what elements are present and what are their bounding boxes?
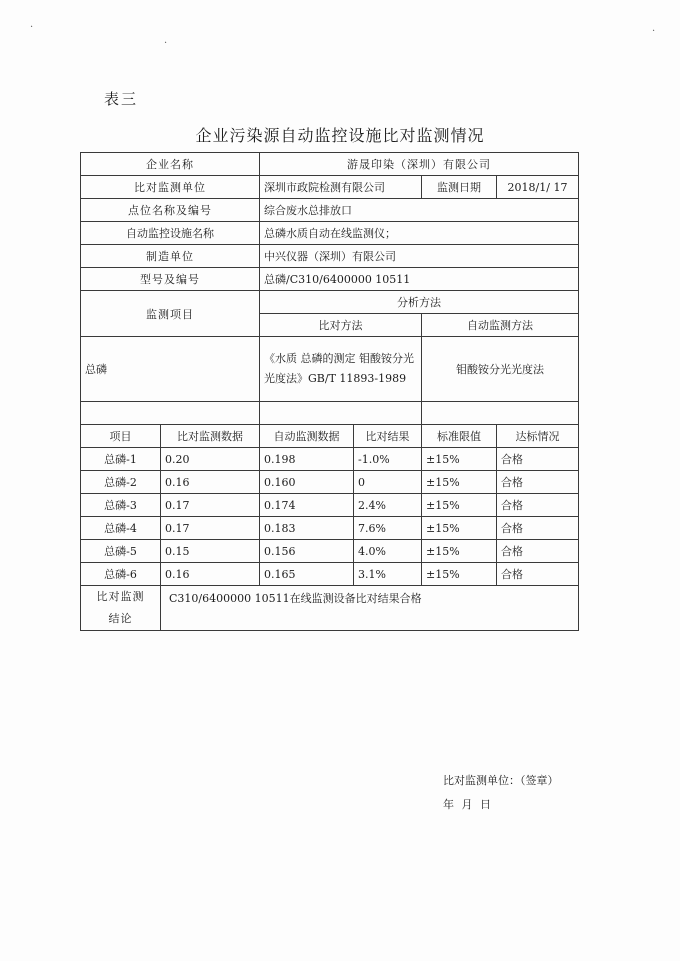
monitor-date-label: 监测日期 xyxy=(422,176,497,199)
conclusion-row xyxy=(81,586,579,631)
results-header-cell: 自动监测数据 xyxy=(260,425,354,448)
point-label: 点位名称及编号 xyxy=(81,199,260,222)
result-deviation: 4.0% xyxy=(354,540,422,563)
results-header-cell: 比对监测数据 xyxy=(161,425,260,448)
model-value: 总磷/C310/6400000 10511 xyxy=(260,268,579,291)
result-limit: ±15% xyxy=(422,563,497,586)
maker-row xyxy=(81,245,579,268)
result-deviation: 3.1% xyxy=(354,563,422,586)
result-status: 合格 xyxy=(497,494,579,517)
table-row xyxy=(81,540,579,563)
conclusion-label-line2: 结论 xyxy=(108,612,133,625)
result-limit: ±15% xyxy=(422,448,497,471)
method-row xyxy=(81,337,579,402)
model-row xyxy=(81,268,579,291)
monitor-date-value: 2018/1/ 17 xyxy=(497,176,579,199)
auto-method-label: 自动监测方法 xyxy=(422,314,579,337)
facility-value: 总磷水质自动在线监测仪； xyxy=(260,222,579,245)
item-label: 监测项目 xyxy=(81,291,260,337)
result-item: 总磷-3 xyxy=(81,494,161,517)
conclusion-text: C310/6400000 10511在线监测设备比对结果合格 xyxy=(169,592,422,605)
compare-method-label: 比对方法 xyxy=(260,314,422,337)
table-row xyxy=(81,563,579,586)
result-auto-value: 0.198 xyxy=(260,448,354,471)
result-item: 总磷-2 xyxy=(81,471,161,494)
result-deviation: 2.4% xyxy=(354,494,422,517)
monitor-unit-label: 比对监测单位 xyxy=(81,176,260,199)
blank-cell xyxy=(260,402,422,425)
result-item: 总磷-5 xyxy=(81,540,161,563)
signature-date: 年 月 日 xyxy=(443,798,493,811)
result-deviation: 7.6% xyxy=(354,517,422,540)
maker-value: 中兴仪器（深圳）有限公司 xyxy=(260,245,579,268)
table-row xyxy=(81,517,579,540)
result-compare-value: 0.20 xyxy=(161,448,260,471)
method-item-name: 总磷 xyxy=(81,337,260,402)
result-item: 总磷-4 xyxy=(81,517,161,540)
company-row xyxy=(81,153,579,176)
result-status: 合格 xyxy=(497,471,579,494)
model-label: 型号及编号 xyxy=(81,268,260,291)
scan-speck: · xyxy=(164,38,168,49)
result-auto-value: 0.165 xyxy=(260,563,354,586)
blank-row xyxy=(81,402,579,425)
method-header-row xyxy=(81,291,579,314)
document-title: 企业污染源自动监控设施比对监测情况 xyxy=(195,126,485,145)
result-limit: ±15% xyxy=(422,494,497,517)
company-label: 企业名称 xyxy=(81,153,260,176)
monitor-unit-row xyxy=(81,176,579,199)
table-label: 表三 xyxy=(104,90,139,108)
result-limit: ±15% xyxy=(422,540,497,563)
table-row xyxy=(81,494,579,517)
point-value: 综合废水总排放口 xyxy=(260,199,579,222)
table-row xyxy=(81,448,579,471)
result-status: 合格 xyxy=(497,540,579,563)
company-value: 游晟印染（深圳）有限公司 xyxy=(260,153,579,176)
conclusion-body xyxy=(161,586,579,811)
scan-speck: · xyxy=(652,26,656,37)
conclusion-label xyxy=(81,586,161,631)
result-compare-value: 0.17 xyxy=(161,494,260,517)
analysis-label: 分析方法 xyxy=(260,291,579,314)
result-status: 合格 xyxy=(497,517,579,540)
result-limit: ±15% xyxy=(422,517,497,540)
maker-label: 制造单位 xyxy=(81,245,260,268)
monitoring-table xyxy=(80,152,579,811)
facility-label: 自动监控设施名称 xyxy=(81,222,260,245)
result-compare-value: 0.16 xyxy=(161,563,260,586)
compare-method-value: 《水质 总磷的测定 钼酸铵分光光度法》GB/T 11893-1989 xyxy=(260,337,422,402)
results-header-cell: 标准限值 xyxy=(422,425,497,448)
blank-cell xyxy=(422,402,579,425)
result-status: 合格 xyxy=(497,448,579,471)
results-header-cell: 比对结果 xyxy=(354,425,422,448)
result-status: 合格 xyxy=(497,563,579,586)
table-row xyxy=(81,471,579,494)
result-deviation: 0 xyxy=(354,471,422,494)
results-header-cell: 达标情况 xyxy=(497,425,579,448)
point-row xyxy=(81,199,579,222)
results-header-row xyxy=(81,425,579,448)
result-compare-value: 0.16 xyxy=(161,471,260,494)
results-header-cell: 项目 xyxy=(81,425,161,448)
result-deviation: -1.0% xyxy=(354,448,422,471)
signature-label: 比对监测单位：（签章） xyxy=(443,774,559,787)
result-auto-value: 0.160 xyxy=(260,471,354,494)
auto-method-value: 钼酸铵分光光度法 xyxy=(422,337,579,402)
result-auto-value: 0.156 xyxy=(260,540,354,563)
result-compare-value: 0.15 xyxy=(161,540,260,563)
monitor-unit-value: 深圳市政院检测有限公司 xyxy=(260,176,422,199)
result-compare-value: 0.17 xyxy=(161,517,260,540)
blank-cell xyxy=(81,402,260,425)
result-auto-value: 0.183 xyxy=(260,517,354,540)
result-limit: ±15% xyxy=(422,471,497,494)
conclusion-label-line1: 比对监测 xyxy=(96,590,145,603)
result-item: 总磷-1 xyxy=(81,448,161,471)
facility-row xyxy=(81,222,579,245)
result-item: 总磷-6 xyxy=(81,563,161,586)
result-auto-value: 0.174 xyxy=(260,494,354,517)
scan-speck: · xyxy=(30,22,34,33)
